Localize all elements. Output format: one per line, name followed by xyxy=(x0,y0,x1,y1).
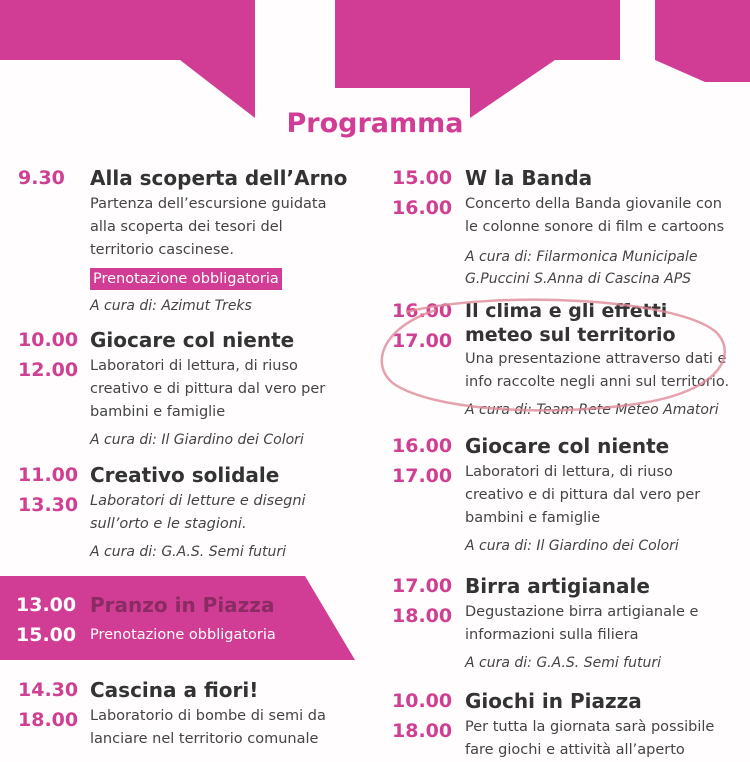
event-time: 9.30 xyxy=(18,167,65,189)
event-time-start: 10.00 xyxy=(18,329,79,351)
event-desc-line: bambini e famiglie xyxy=(90,404,226,420)
event-credit: A cura di: Team Rete Meteo Amatori xyxy=(465,402,719,418)
event-desc-line: lanciare nel territorio comunale xyxy=(90,731,319,747)
banner-shape-left xyxy=(0,0,120,60)
event-title: Giochi in Piazza xyxy=(465,689,642,713)
event-desc-line: info raccolte negli anni sul territorio. xyxy=(465,374,730,390)
event-title-line: Il clima e gli effetti xyxy=(465,300,668,322)
event-time-end: 18.00 xyxy=(18,709,79,731)
event-desc-line: fare giochi e attività all’aperto xyxy=(465,742,685,758)
event-time-end: 12.00 xyxy=(18,359,79,381)
event-desc-line: creativo e di pittura dal vero per xyxy=(90,381,326,397)
event-title: Cascina a fiori! xyxy=(90,678,259,702)
hand-drawn-circle xyxy=(376,292,736,422)
event-time-end: 17.00 xyxy=(392,465,453,487)
lunch-banner xyxy=(0,576,355,660)
event-desc-line: informazioni sulla filiera xyxy=(465,627,639,643)
event-credit: A cura di: Azimut Treks xyxy=(90,298,252,314)
event-credit: A cura di: G.A.S. Semi futuri xyxy=(90,544,286,560)
event-desc-line: alla scoperta dei tesori del xyxy=(90,219,283,235)
lunch-time-start: 13.00 xyxy=(16,594,77,616)
event-desc-line: territorio cascinese. xyxy=(90,242,234,258)
event-credit: A cura di: Filarmonica Municipale xyxy=(465,249,698,265)
banner-shape-left-slant xyxy=(120,0,255,118)
event-time-start: 11.00 xyxy=(18,464,79,486)
event-time-start: 16.00 xyxy=(392,300,453,322)
event-desc-line: le colonne sonore di film e cartoons xyxy=(465,219,725,235)
event-time-start: 16.00 xyxy=(392,435,453,457)
event-time-start: 17.00 xyxy=(392,575,453,597)
event-desc-line: Per tutta la giornata sarà possibile xyxy=(465,719,715,735)
banner-shape-right-slant xyxy=(470,0,620,118)
event-desc-line: Laboratorio di bombe di semi da xyxy=(90,708,326,724)
event-time-end: 16.00 xyxy=(392,197,453,219)
header-banner xyxy=(0,0,750,120)
event-desc-line: Laboratori di lettura, di riuso xyxy=(90,358,298,374)
banner-shape-far-right xyxy=(655,0,750,82)
lunch-title: Pranzo in Piazza xyxy=(90,593,275,617)
event-title: Alla scoperta dell’Arno xyxy=(90,166,348,190)
event-desc-line: Laboratori di lettura, di riuso xyxy=(465,464,673,480)
event-desc-line: Concerto della Banda giovanile con xyxy=(465,196,722,212)
event-title: Creativo solidale xyxy=(90,463,280,487)
booking-badge: Prenotazione obbligatoria xyxy=(90,268,282,290)
event-desc-line: Laboratori di letture e disegni xyxy=(90,493,306,509)
event-title: Giocare col niente xyxy=(90,328,295,352)
event-title-line: meteo sul territorio xyxy=(465,324,676,346)
event-time-end: 18.00 xyxy=(392,605,453,627)
event-credit: G.Puccini S.Anna di Cascina APS xyxy=(465,271,692,287)
event-title: Birra artigianale xyxy=(465,574,650,598)
event-desc-line: Una presentazione attraverso dati e xyxy=(465,351,727,367)
event-credit: A cura di: Il Giardino dei Colori xyxy=(90,432,304,448)
event-time-end: 13.30 xyxy=(18,494,79,516)
page-title: Programma xyxy=(286,108,464,139)
banner-shape-right xyxy=(335,0,470,88)
event-time-start: 14.30 xyxy=(18,679,79,701)
event-desc-line: bambini e famiglie xyxy=(465,510,601,526)
event-title: W la Banda xyxy=(465,166,593,190)
event-desc-line: Partenza dell’escursione guidata xyxy=(90,196,327,212)
lunch-time-end: 15.00 xyxy=(16,624,77,646)
event-desc-line: creativo e di pittura dal vero per xyxy=(465,487,701,503)
event-time-start: 10.00 xyxy=(392,690,453,712)
event-time-end: 17.00 xyxy=(392,330,453,352)
event-time-start: 15.00 xyxy=(392,167,453,189)
event-credit: A cura di: Il Giardino dei Colori xyxy=(465,538,679,554)
event-time-end: 18.00 xyxy=(392,720,453,742)
event-desc-line: Degustazione birra artigianale e xyxy=(465,604,699,620)
event-title: Giocare col niente xyxy=(465,434,670,458)
event-credit: A cura di: G.A.S. Semi futuri xyxy=(465,655,661,671)
lunch-desc: Prenotazione obbligatoria xyxy=(90,627,276,643)
event-desc-line: sull’orto e le stagioni. xyxy=(90,516,247,532)
